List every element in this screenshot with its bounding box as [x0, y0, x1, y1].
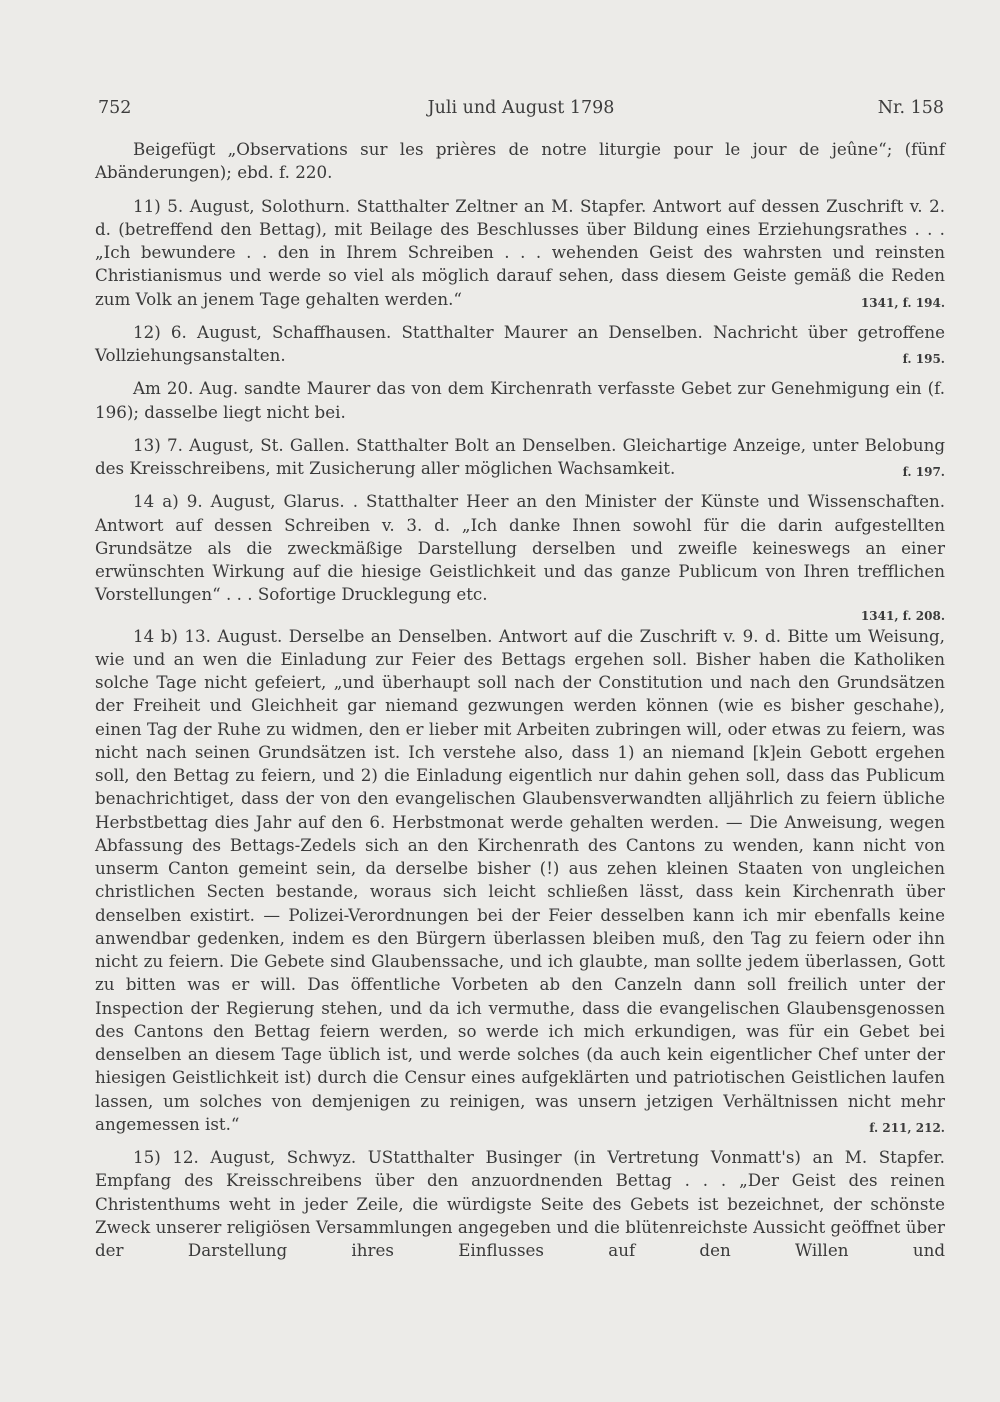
paragraph-text: 15) 12. August, Schwyz. UStatthalter Businger (in Vertretung Vonmatt's) an M. Stapfer. Empfang des Kreisschreibens über den anzuordnenden Bettag . . . „Der Geist des reinen Christenthums weht in jeder Zeile, die würdigste Seite des Gebets ist bezeichnet, der schönste Zweck unserer religiösen Versammlungen angegeben und die blütenreichste Aussicht geöffnet über der Darstellung ihres Einflusses auf den Willen und [95, 1147, 945, 1260]
archive-reference: 1341, f. 194. [860, 295, 945, 310]
document-body [95, 138, 945, 1262]
paragraph-text: Am 20. Aug. sandte Maurer das von dem Kirchenrath verfasste Gebet zur Genehmigung ein (f. 196); dasselbe liegt nicht bei. [95, 378, 945, 422]
running-header [98, 98, 944, 128]
page-number: 752 [98, 98, 132, 118]
paragraph-attachment [95, 138, 945, 185]
paragraph-text: 12) 6. August, Schaffhausen. Statthalter Maurer an Denselben. Nachricht über getroffene Vollziehungsanstalten. [95, 321, 945, 365]
paragraph-14a-glarus [95, 490, 945, 606]
paragraph-13-st-gallen [95, 434, 945, 481]
archive-reference: f. 211, 212. [869, 1120, 945, 1135]
archive-reference: f. 197. [902, 465, 945, 479]
paragraph-text: 14 a) 9. August, Glarus. . Statthalter Heer an den Minister der Künste und Wissenschaften. Antwort auf dessen Schreiben v. 3. d. „Ich danke Ihnen sowohl für die darin aufgestellten Grundsätze als die zweckmäßige Darstellung derselben und zweifle keineswegs an einer erwünschten Wirkung auf die hiesige Geistlichkeit und das ganze Publicum von Ihren trefflichen Vorstellungen“ . . . Sofortige Drucklegung etc. [95, 491, 945, 605]
paragraph-note-maurer [95, 377, 945, 424]
running-title: Juli und August 1798 [427, 98, 615, 118]
paragraph-text: 11) 5. August, Solothurn. Statthalter Zeltner an M. Stapfer. Antwort auf dessen Zuschrift v. 2. d. (betreffend den Bettag), mit Beilage des Beschlusses über Bildung eines Erziehungsrathes . . . „Ich bewundere . . den in Ihrem Schreiben . . . wehenden Geist des wahrsten und reinsten Christianismus und werde so viel als möglich darauf sehen, dass diesem Geiste gemäß die Reden zum Volk an jenem Tage gehalten werden.“ [95, 195, 945, 309]
document-number: Nr. 158 [877, 98, 944, 118]
paragraph-text: Beigefügt „Observations sur les prières de notre liturgie pour le jour de jeûne“; (fünf Abänderungen); ebd. f. 220. [95, 139, 945, 183]
archive-reference: 1341, f. 208. [860, 608, 945, 623]
paragraph-12-schaffhausen [95, 321, 945, 368]
paragraph-15-schwyz [95, 1146, 945, 1262]
paragraph-text: 14 b) 13. August. Derselbe an Denselben. Antwort auf die Zuschrift v. 9. d. Bitte um Weisung, wie und an wen die Einladung zur Feier des Bettags ergehen soll. Bisher haben die Katholiken solche Tage nicht gefeiert, „und überhaupt soll nach der Constitution und nach den Grundsätzen der Freiheit und Gleichheit gar niemand gezwungen werden können (wie es bisher geschahe), einen Tag der Ruhe zu widmen, den er lieber mit Arbeiten zubringen will, oder etwas zu feiern, was nicht nach seinen Grundsätzen ist. Ich verstehe also, dass 1) an niemand [k]ein Gebott ergehen soll, den Bettag zu feiern, und 2) die Einladung eigentlich nur dahin gehen soll, dass das Publicum benachrichtiget, dass der von den evangelischen Glaubensverwandten alljährlich zu feiern übliche Herbstbettag dies Jahr auf den 6. Herbstmonat werde gehalten werden. — Die Anweisung, wegen Abfassung des Bettags-Zedels sich an den Kirchenrath des Cantons zu wenden, kann nicht von unserm Canton gemeint sein, da derselbe bisher (!) aus zehen kleinen Staaten von ungleichen christlichen Secten bestande, woraus sich leicht schließen lässt, dass kein Kirchenrath über denselben existirt. — Polizei-Verordnungen bei der Feier desselben kann ich mir ebenfalls keine anwendbar gedenken, indem es den Bürgern überlassen bleiben muß, den Tag zu feiern oder ihn nicht zu feiern. Die Gebete sind Glaubenssache, und ich glaubte, man sollte jedem überlassen, Gott zu bitten was er will. Das öffentliche Vorbeten ab den Canzeln dann soll freilich unter der Inspection der Regierung stehen, und da ich vermuthe, dass die evangelischen Glaubensgenossen des Cantons den Bettag feiern werden, so werde ich mich erkundigen, was für ein Gebet bei denselben an diesem Tage üblich ist, und werde solches (da auch kein eigentlicher Chef unter der hiesigen Geistlichkeit ist) durch die Censur eines aufgeklärten und patriotischen Geistlichen laufen lassen, um solches von demjenigen zu reinigen, was unsern jetzigen Verhältnissen nicht mehr angemessen ist.“ [95, 625, 945, 1134]
paragraph-11-solothurn [95, 195, 945, 311]
paragraph-text: 13) 7. August, St. Gallen. Statthalter Bolt an Denselben. Gleichartige Anzeige, unter Belobung des Kreisschreibens, mit Zusicherung aller möglichen Wachsamkeit. [95, 434, 945, 478]
archive-reference: f. 195. [902, 352, 945, 366]
paragraph-14b-glarus [95, 625, 945, 1137]
